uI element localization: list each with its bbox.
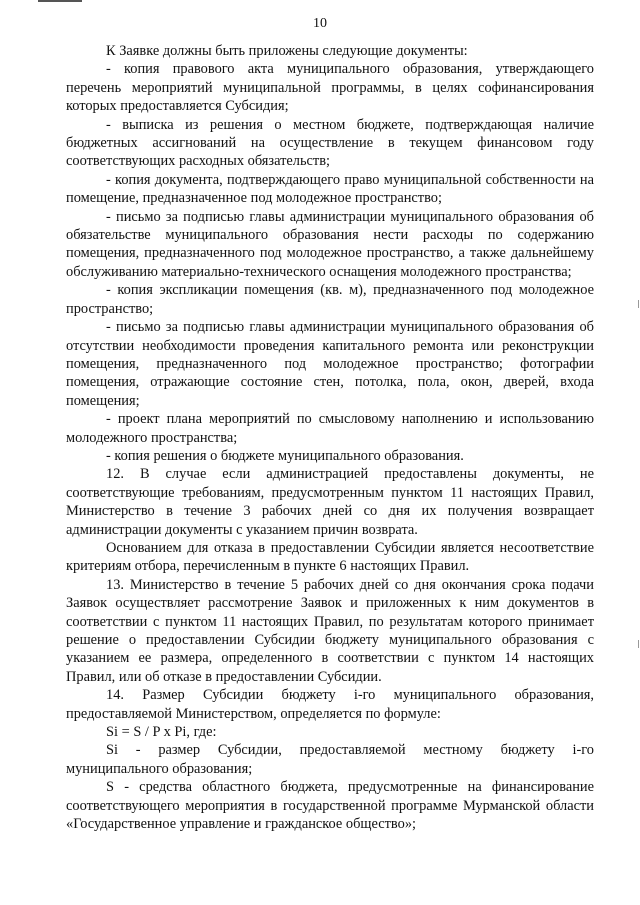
paragraph-clause-13: 13. Министерство в течение 5 рабочих дней со дня окончания срока подачи Заявок осуществляет рассмотрение Заявок и приложенных к ним документов в соответствии с пунктом 11 настоящих Правил, по результатам которого принимает решение о предоставлении Субсидии бюджету муниципального образования с указанием ее размера, определенного в соответствии с пунктом 14 настоящих Правил, или об отказе в предоставлении Субсидии.	[66, 576, 594, 685]
formula-line: Si = S / P x Pi, где:	[106, 724, 217, 741]
scan-artifact-tick	[638, 300, 639, 308]
paragraph-item-budget-decision: - копия решения о бюджете муниципального образования.	[106, 447, 464, 464]
paragraph-clause-12: 12. В случае если администрацией предоставлены документы, не соответствующие требованиям, предусмотренным пунктом 11 настоящих Правил, Министерство в течение 3 рабочих дней со дня их получения возвращает администрации документы с указанием причин возврата.	[66, 466, 594, 538]
paragraph-def-s: S - средства областного бюджета, предусмотренные на финансирование соответствующего мероприятия в государственной программе Мурманской области «Государственное управление и гражданское общество»;	[66, 779, 594, 833]
scan-artifact-line	[38, 0, 82, 2]
paragraph-item-ownership: - копия документа, подтверждающего право муниципальной собственности на помещение, предназначенное под молодежное пространство;	[66, 171, 594, 207]
paragraph-attachments-intro: К Заявке должны быть приложены следующие документы:	[106, 43, 468, 59]
document-body	[66, 42, 594, 833]
paragraph-item-no-repair-letter: - письмо за подписью главы администрации муниципального образования об отсутствии необходимости проведения капитального ремонта или реконструкции помещения, предназначенного под молодежное пространство; фотографии помещения, отражающие состояние стен, потолка, пола, окон, дверей, входа помещения;	[66, 319, 594, 409]
scan-artifact-tick	[638, 640, 639, 648]
paragraph-refusal-ground: Основанием для отказа в предоставлении Субсидии является несоответствие критериям отбора, перечисленным в пункте 6 настоящих Правил.	[66, 539, 594, 575]
paragraph-item-budget-extract: - выписка из решения о местном бюджете, подтверждающая наличие бюджетных ассигнований на осуществление в текущем финансовом году соответствующих расходных обязательств;	[66, 116, 594, 170]
page-number: 10	[313, 16, 327, 31]
paragraph-item-legal-act: - копия правового акта муниципального образования, утверждающего перечень мероприятий муниципальной программы, в целях софинансирования которых предоставляется Субсидия;	[66, 61, 594, 115]
paragraph-clause-14: 14. Размер Субсидии бюджету i-го муниципального образования, предоставляемой Министерством, определяется по формуле:	[66, 687, 594, 722]
paragraph-item-obligation-letter: - письмо за подписью главы администрации муниципального образования об обязательстве муниципального образования нести расходы по содержанию помещения, предназначенного под молодежное пространство, а также дальнейшему обслуживанию материально-технического оснащения молодежного пространства;	[66, 208, 594, 280]
paragraph-item-event-plan: - проект плана мероприятий по смысловому наполнению и использованию молодежного пространства;	[66, 411, 594, 446]
paragraph-def-si: Si - размер Субсидии, предоставляемой местному бюджету i-го муниципального образования;	[66, 742, 594, 777]
paragraph-item-explication: - копия экспликации помещения (кв. м), предназначенного под молодежное пространство;	[66, 282, 594, 317]
